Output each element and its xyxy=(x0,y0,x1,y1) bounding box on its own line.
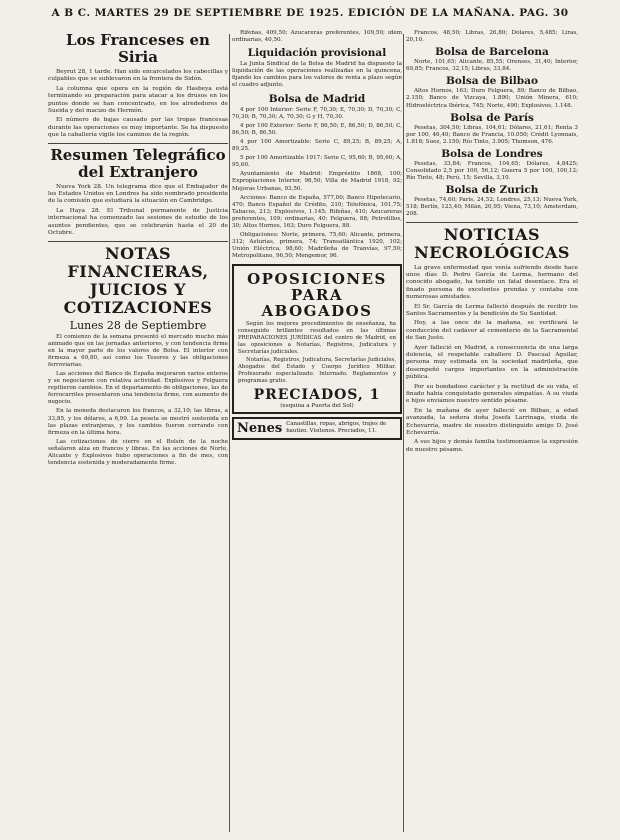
advertisement-oposiciones xyxy=(232,264,402,413)
quotes-barcelona: Norte, 101,65; Alicante, 85,55; Orenses, 31,40; Interior, 69,85; Francos, 32,15; Libras, 33,84. xyxy=(406,59,578,73)
article-notas-p2: Las acciones del Banco de España mejoraron varios enteros y se negociaron con relativa actividad. Explosivos y Felguera repitieron cambios. En el departamento de obligaciones, las de ferrocarriles presentaron una tendencia firme, con aumento de negocio. xyxy=(48,370,228,406)
headline-bolsa-paris: Bolsa de París xyxy=(450,111,534,124)
ad-body-2: Notarías, Registros, Judicatura, Secretarías Judiciales, Abogados del Estado y Cuerpo Jurídico Militar. Profesorado especializado. Internado. Reglamentos y programas gratis. xyxy=(238,357,396,384)
obituary-p3: Hoy, a las once de la mañana, se verificará la conducción del cadáver al cementerio de la Sacramental de San Justo. xyxy=(406,320,578,342)
column-rule-2 xyxy=(403,34,404,832)
ad-address-note: (esquina a Puerta del Sol) xyxy=(280,402,354,409)
quotes-paris: Pesetas, 304,50; Libras, 104,61; Dólares, 21,61; Renta 3 por 100, 46,40; Banco de Francia, 10.050; Crédit Lyonnais, 1.818; Suez, 2.150; Río Tinto, 3.905; Thomson, 476. xyxy=(406,124,578,145)
column-3 xyxy=(406,30,578,834)
divider xyxy=(406,222,578,223)
quotes-exterior: 4 por 100 Exterior: Serie F, 86,50; E, 86,50; D, 86,50; C, 86,50; B, 86,50. xyxy=(232,122,402,136)
article-resumen-p1: Nueva York 28. Un telegrama dice que el Embajador de los Estados Unidos en Londres ha sido nombrado presidente de la comisión que estudiará la situación en Cambridge. xyxy=(48,183,228,205)
obituary-p4: Ayer falleció en Madrid, a consecuencia de una larga dolencia, el respetable caballero D. Pascual Aguilar, persona muy estimada en la sociedad madrileña, que desempeñó cargos importantes en la administración pública. xyxy=(406,344,578,381)
headline-bolsa-madrid: Bolsa de Madrid xyxy=(268,92,366,105)
dateline-notas: Lunes 28 de Septiembre xyxy=(69,318,207,332)
article-siria-p3: El número de bajas causado por las tropas francesas durante las operaciones es muy importante. Se ha dispuesto que la caballería vigile los caminos de la región. xyxy=(48,117,228,139)
ad-title: OPOSICIONES PARA ABOGADOS xyxy=(247,270,387,321)
ad2-text: Canastillas, ropas, abrigos, trajes de bautizo. Visítenos. Preciados, 11. xyxy=(286,421,387,435)
article-cont-p0: Rifeñas, 409,50; Azucareras preferentes, 109,50; ídem ordinarias, 40,50. xyxy=(232,30,402,44)
obituary-p7: A sus hijos y demás familia testimoniamos la expresión de nuestro pésame. xyxy=(406,439,578,453)
quotes-ayuntamiento: Ayuntamiento de Madrid: Empréstito 1868, 100; Expropiaciones Interior, 98,50; Villa de Madrid 1918, 92; Mejoras Urbanas, 93,50. xyxy=(232,171,402,192)
headline-resumen-telegrafico: Resumen Telegráfico del Extranjero xyxy=(50,145,226,181)
quotes-obligaciones: Obligaciones: Norte, primera, 75,60; Alicante, primera, 312; Asturias, primera, 74; Transatlántica 1920, 102; Unión Eléctrica, 98,60; Madrileña de Tranvías, 97,50; Metropolitano, 96,50; Mengemor, 96. xyxy=(232,232,402,260)
headline-notas-financieras: NOTAS FINANCIERAS, JUICIOS Y COTIZACIONES xyxy=(63,243,213,317)
obituary-p1: La grave enfermedad que venía sufriendo desde hace unos días D. Pedro García de Lerma, hermano del conocido abogado, ha tenido un fatal desenlace. Era el finado persona de excelentes prendas y contaba con numerosas amistades. xyxy=(406,264,578,301)
article-notas-p1: El comienzo de la semana presentó el mercado mucho más animado que en las jornadas anteriores, y con tendencia firme en la mayor parte de los valores de Bolsa. El interior con firmeza a 69,80, así como los Tesoros y las obligaciones ferroviarias. xyxy=(48,333,228,368)
ad2-name: Nenes xyxy=(237,420,283,436)
headline-franceses-siria: Los Franceses en Siria xyxy=(66,31,210,66)
obituary-p6: En la mañana de ayer falleció en Bilbao, a edad avanzada, la señora doña Josefa Larrinaga, viuda de Echevarría, madre de nuestro distinguido amigo D. José Echevarría. xyxy=(406,407,578,437)
article-liquidacion-p1: La Junta Sindical de la Bolsa de Madrid ha dispuesto la liquidación de las operaciones realizadas en la quincena, fijando los cambios para los valores de renta a plazo según el cuadro adjunto. xyxy=(232,61,402,89)
quotes-acciones: Acciones: Banco de España, 577,00; Banco Hipotecario, 470; Banco Español de Crédito, 210; Telefónica, 101,75; Tabacos, 213; Explosivos, 1.145; Rifeñas, 410; Azucareras preferentes, 109; ordinarias, 40; Felguera, 88; Petrolillos, 30; Altos Hornos, 163; Duro Felguera, 88. xyxy=(232,194,402,229)
column-rule-1 xyxy=(229,34,230,832)
headline-bolsa-barcelona: Bolsa de Barcelona xyxy=(435,46,549,59)
divider xyxy=(48,143,228,144)
quotes-zurich: Pesetas, 74,60; París, 24,52; Londres, 25,13; Nueva York, 518; Berlín, 123,40; Milán, 20,95; Viena, 73,10; Amsterdam, 208. xyxy=(406,197,578,218)
quotes-amortizable: 4 por 100 Amortizable: Serie C, 89,25; B, 89,25; A, 89,25. xyxy=(232,138,402,153)
headline-liquidacion: Liquidación provisional xyxy=(247,47,387,60)
ad-body-1: Según los mejores procedimientos de enseñanza, ha conseguido brillantes resultados en las últimas PREPARACIONES JURÍDICAS del centro de Madrid, en las oposiciones a Notarías, Registros, Judicatura y Secretarías judiciales. xyxy=(238,321,396,355)
headline-bolsa-bilbao: Bolsa de Bilbao xyxy=(446,75,538,88)
quotes-amortizable-1917: 5 por 100 Amortizable 1917: Serie C, 95,60; B, 95,60; A, 95,60. xyxy=(232,155,402,169)
headline-noticias-necrologicas: NOTICIAS NECROLÓGICAS xyxy=(414,224,570,262)
obituary-p2: El Sr. García de Lerma falleció después de recibir los Santos Sacramentos y la bendición de Su Santidad. xyxy=(406,303,578,317)
obituary-p5: Por su bondadoso carácter y la rectitud de su vida, el finado había conquistado generales simpatías. A su viuda e hijos enviamos nuestro sentido pésame. xyxy=(406,383,578,405)
headline-bolsa-londres: Bolsa de Londres xyxy=(441,147,543,160)
article-notas-p4: Las cotizaciones de cierre en el Bolsín de la noche señalaron alza en francos y libras. En las acciones de Norte, Alicante y Explosivos hubo operaciones a fin de mes, con tendencia sostenida y moderadamente firme. xyxy=(48,438,228,467)
page-header: A B C. MARTES 29 DE SEPTIEMBRE DE 1925. EDICIÓN DE LA MAÑANA. PAG. 30 xyxy=(51,7,569,19)
column-2 xyxy=(232,30,402,834)
quotes-londres: Pesetas, 33,84; Francos, 104,65; Dólares, 4,8425; Consolidado 2,5 por 100, 56,12; Guerra 5 por 100, 100,12; Río Tinto, 48; Perú, 15; Sevilla, 3,10. xyxy=(406,160,578,182)
headline-bolsa-zurich: Bolsa de Zurich xyxy=(445,184,539,197)
advertisement-nenes xyxy=(232,417,402,440)
article-cont-p0: Francos, 48,50; Libras, 26,80; Dólares, 5,485; Liras, 20,10. xyxy=(406,30,578,44)
quotes-interior: 4 por 100 Interior: Serie F, 70,30; E, 70,30; D, 70,30; C, 70,30; B, 70,30; A, 70,30; G y H, 70,30. xyxy=(232,106,402,120)
article-siria-p1: Beyrut 28, 1 tarde. Han sido encarcelados los cabecillas y culpables que se sublevaron en la frontera de Sidón. xyxy=(48,69,228,83)
ad-address: PRECIADOS, 1 xyxy=(253,386,381,403)
article-resumen-p2: La Haya 28. El Tribunal permanente de Justicia internacional ha comenzado las sesiones de estudio de los asuntos pendientes, que se celebrarán hasta el 20 de Octubre. xyxy=(48,207,228,237)
divider xyxy=(48,241,228,242)
quotes-bilbao: Altos Hornos, 163; Duro Felguera, 89; Banco de Bilbao, 2.150; Banco de Vizcaya, 1.890; Unión Minera, 610; Hidroeléctrica Ibérica, 745; Norte, 490; Explosivos, 1.148. xyxy=(406,88,578,109)
article-siria-p2: La columna que opera en la región de Hasbeya está terminando su preparación para atacar a los drusos en los puntos donde se han concentrado, en los alrededores de Sueida y del macizo de Hermón. xyxy=(48,85,228,115)
article-notas-p3: En la moneda destacaron los francos, a 32,10; las libras, a 33,85, y los dólares, a 6,99. La peseta se mostró sostenida en las plazas extranjeras, y los cambios fueron cerrando con firmeza en la última hora. xyxy=(48,408,228,436)
column-1 xyxy=(48,30,228,834)
